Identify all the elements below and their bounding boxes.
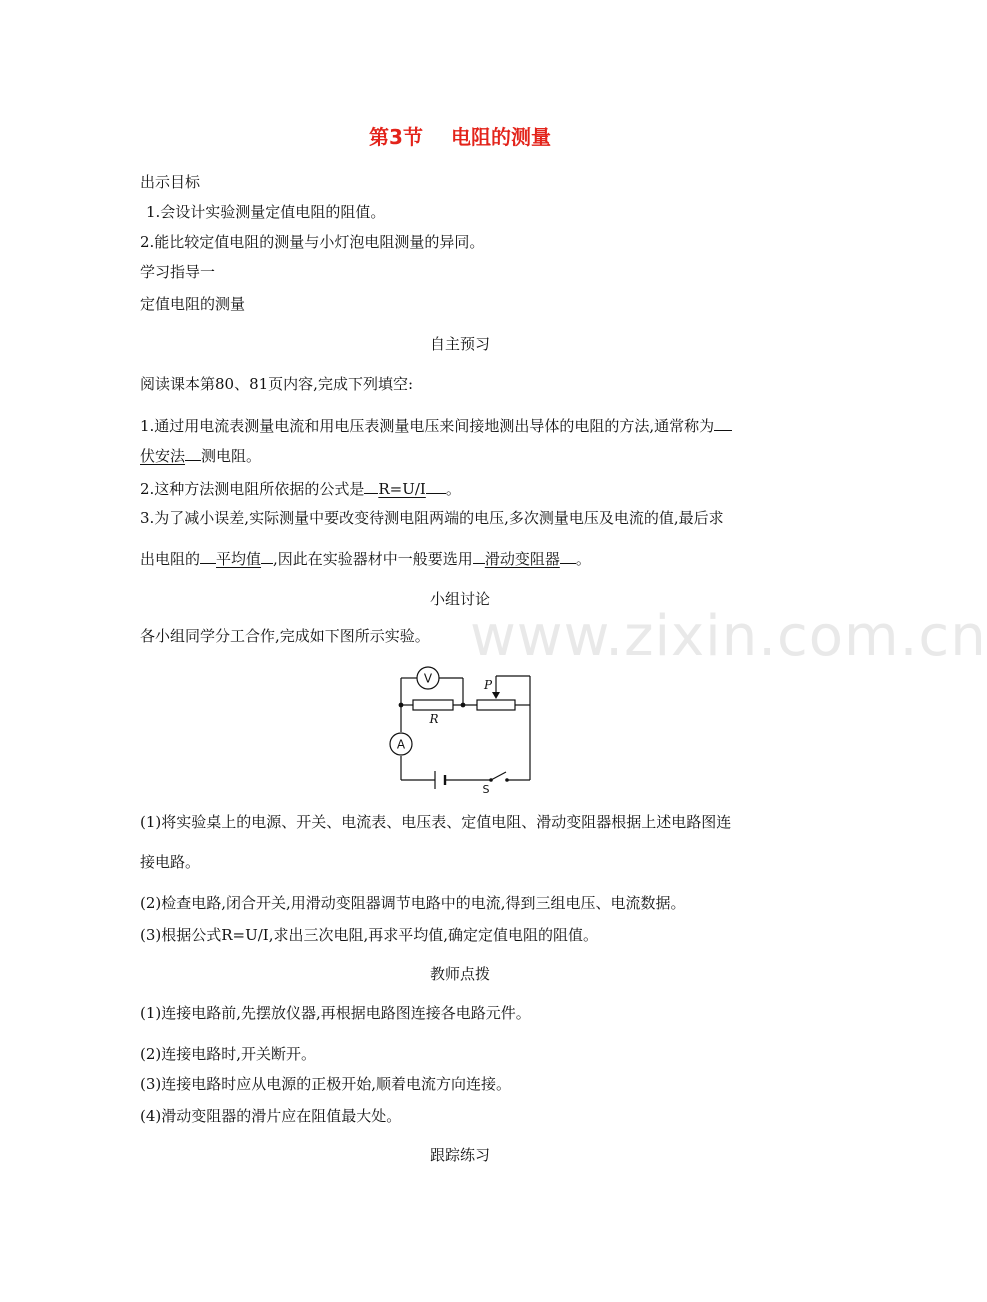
answer-blank-pad (364, 477, 378, 494)
answer-blank-pad (261, 547, 273, 564)
discussion-intro: 各小组同学分工合作,完成如下图所示实验。 (140, 627, 430, 645)
watermark: www.zixin.com.cn (470, 604, 987, 669)
junction-dot (399, 703, 404, 708)
page-title (0, 124, 920, 150)
question-1-text: 1.通过用电流表测量电流和用电压表测量电压来间接地测出导体的电阻的方法,通常称为 (140, 417, 715, 435)
answer-blank-pad (426, 477, 446, 494)
step-3: (3)根据公式R=U/I,求出三次电阻,再求平均值,确定定值电阻的阻值。 (140, 926, 599, 944)
goal-1: 1.会设计实验测量定值电阻的阻值。 (146, 203, 386, 221)
resistor-label: R (429, 712, 439, 726)
question-1-line-1 (140, 414, 732, 436)
goal-2: 2.能比较定值电阻的测量与小灯泡电阻测量的异同。 (140, 233, 485, 251)
answer-blank-end (185, 444, 201, 461)
question-3-answer-2: 滑动变阻器 (484, 550, 560, 568)
question-2-tail: 。 (445, 480, 461, 498)
title-section: 第3节 (369, 125, 423, 149)
question-3-answer-1: 平均值 (216, 550, 262, 568)
step-1-line-1: (1)将实验桌上的电源、开关、电流表、电压表、定值电阻、滑动变阻器根据上述电路图连 (140, 813, 732, 831)
step-1-line-2: 接电路。 (140, 853, 201, 871)
practice-heading: 跟踪练习 (429, 1146, 490, 1164)
guide-topic: 定值电阻的测量 (140, 295, 246, 313)
answer-blank-start (714, 414, 732, 431)
tip-2: (2)连接电路时,开关断开。 (140, 1045, 317, 1063)
goals-heading: 出示目标 (140, 173, 201, 191)
discussion-heading: 小组讨论 (429, 590, 490, 608)
tip-3: (3)连接电路时应从电源的正极开始,顺着电流方向连接。 (140, 1075, 512, 1093)
question-3-text-a: 出电阻的 (140, 550, 201, 568)
tip-4: (4)滑动变阻器的滑片应在阻值最大处。 (140, 1107, 402, 1125)
question-1-answer: 伏安法 (140, 447, 186, 465)
preview-intro: 阅读课本第80、81页内容,完成下列填空: (140, 375, 413, 393)
slider-arrow-icon (492, 692, 500, 699)
question-1-tail: 测电阻。 (201, 447, 262, 465)
answer-blank-pad (200, 547, 216, 564)
switch-label: S (482, 783, 490, 796)
tip-1: (1)连接电路前,先摆放仪器,再根据电路图连接各电路元件。 (140, 1004, 531, 1022)
guide-heading: 学习指导一 (140, 263, 216, 281)
answer-blank-pad (473, 547, 485, 564)
answer-blank-pad (560, 547, 576, 564)
title-topic: 电阻的测量 (450, 125, 551, 149)
question-3-line-2 (140, 547, 591, 569)
preview-heading: 自主预习 (429, 335, 490, 353)
question-2-answer: R=U/I (378, 480, 426, 498)
question-3-tail: 。 (575, 550, 591, 568)
slider-label: P (483, 678, 493, 692)
voltmeter-label: V (423, 671, 433, 686)
question-2 (140, 477, 461, 499)
circuit-diagram (355, 660, 545, 795)
step-2: (2)检查电路,闭合开关,用滑动变阻器调节电路中的电流,得到三组电压、电流数据。 (140, 894, 686, 912)
ammeter-label: A (396, 737, 406, 752)
question-3-text-b: ,因此在实验器材中一般要选用 (273, 550, 473, 568)
question-2-text: 2.这种方法测电阻所依据的公式是 (140, 480, 365, 498)
teacher-heading: 教师点拨 (429, 965, 490, 983)
question-1-line-2 (140, 444, 261, 466)
junction-dot (461, 703, 466, 708)
rheostat-icon (477, 700, 515, 710)
question-3-line-1: 3.为了减小误差,实际测量中要改变待测电阻两端的电压,多次测量电压及电流的值,最后求 (140, 509, 724, 527)
resistor-icon (413, 700, 453, 710)
